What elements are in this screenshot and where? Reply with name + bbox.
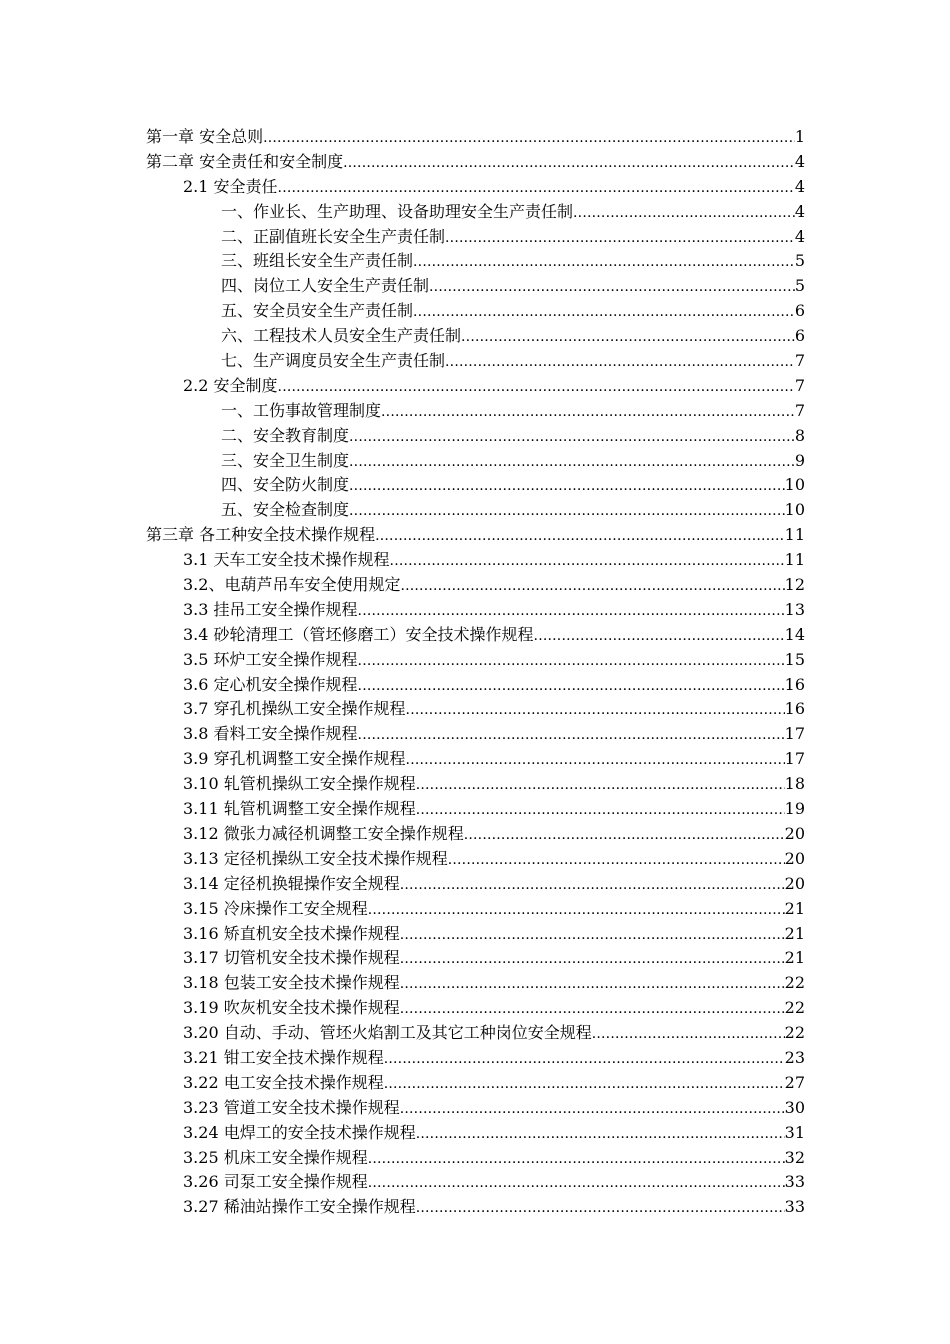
toc-dot-leader [413,250,795,275]
toc-entry-line [183,797,805,822]
toc-entry-line [183,175,805,200]
toc-entry[interactable] [0,872,950,897]
toc-entry-title: 3.13 定径机操纵工安全技术操作规程 [183,848,448,868]
toc-entry-title: 3.8 看料工安全操作规程 [183,724,358,744]
toc-entry-title: 3.25 机床工安全操作规程 [183,1147,368,1167]
toc-entry-page-number: 7 [794,400,805,420]
toc-entry[interactable] [0,449,950,474]
toc-dot-leader [400,873,785,898]
toc-entry-line [146,125,805,150]
toc-entry-page-number: 22 [784,1023,805,1043]
toc-entry[interactable] [0,946,950,971]
toc-dot-leader [461,325,795,350]
toc-entry[interactable] [0,374,950,399]
toc-entry-page-number: 9 [794,450,805,470]
toc-entry[interactable] [0,399,950,424]
toc-entry-page-number: 18 [784,774,805,794]
toc-entry-title: 3.15 冷床操作工安全规程 [183,898,368,918]
toc-entry-page-number: 6 [794,326,805,346]
toc-entry[interactable] [0,274,950,299]
toc-entry-line [221,399,805,424]
toc-entry[interactable] [0,722,950,747]
toc-dot-leader [375,524,785,549]
toc-entry-title: 3.4 砂轮清理工（管坯修磨工）安全技术操作规程 [183,624,534,644]
toc-entry-title: 3.3 挂吊工安全操作规程 [183,599,358,619]
toc-entry[interactable] [0,598,950,623]
toc-entry-page-number: 27 [784,1072,805,1092]
toc-entry-title: 3.10 轧管机操纵工安全操作规程 [183,774,416,794]
toc-entry-page-number: 5 [794,251,805,271]
toc-entry[interactable] [0,648,950,673]
toc-entry-page-number: 20 [784,873,805,893]
toc-entry[interactable] [0,1146,950,1171]
toc-dot-leader [384,1047,785,1072]
toc-entry[interactable] [0,623,950,648]
toc-entry-page-number: 23 [784,1047,805,1067]
toc-entry[interactable] [0,673,950,698]
toc-entry-title: 3.12 微张力减径机调整工安全操作规程 [183,823,464,843]
toc-entry[interactable] [0,473,950,498]
toc-entry-title: 六、工程技术人员安全生产责任制 [221,326,462,346]
toc-dot-leader [400,923,785,948]
toc-entry-line [183,897,805,922]
toc-entry[interactable] [0,922,950,947]
toc-entry[interactable] [0,897,950,922]
toc-dot-leader [400,997,785,1022]
toc-entry-title: 第二章 安全责任和安全制度 [146,151,344,171]
toc-entry-title: 3.5 环炉工安全操作规程 [183,649,358,669]
toc-dot-leader [400,947,785,972]
toc-dot-leader [416,798,785,823]
toc-entry-line [183,648,805,673]
toc-entry-line [183,946,805,971]
toc-entry-page-number: 33 [784,1197,805,1217]
toc-dot-leader [384,1072,785,1097]
toc-entry-line [183,996,805,1021]
toc-entry-line [221,349,805,374]
toc-entry[interactable] [0,797,950,822]
toc-dot-leader [534,624,785,649]
toc-entry-title: 二、安全教育制度 [221,425,350,445]
toc-entry-title: 3.9 穿孔机调整工安全操作规程 [183,749,406,769]
toc-dot-leader [448,848,785,873]
toc-dot-leader [349,499,785,524]
toc-dot-leader [592,1022,785,1047]
toc-entry[interactable] [0,125,950,150]
toc-entry[interactable] [0,424,950,449]
toc-entry-line [183,673,805,698]
toc-entry-title: 3.7 穿孔机操纵工安全操作规程 [183,699,406,719]
toc-entry-title: 3.22 电工安全技术操作规程 [183,1072,384,1092]
toc-entry-page-number: 17 [784,749,805,769]
toc-dot-leader [406,698,785,723]
toc-entry-title: 3.11 轧管机调整工安全操作规程 [183,799,416,819]
toc-dot-leader [573,201,795,226]
toc-entry-line [183,922,805,947]
toc-entry-line [183,772,805,797]
toc-dot-leader [358,674,785,699]
toc-entry-page-number: 31 [784,1122,805,1142]
toc-entry[interactable] [0,996,950,1021]
toc-entry-line [183,747,805,772]
toc-entry-page-number: 4 [794,226,805,246]
toc-entry-line [183,598,805,623]
toc-entry-line [221,449,805,474]
toc-entry-page-number: 20 [784,848,805,868]
toc-entry-page-number: 11 [784,550,805,570]
toc-entry-page-number: 11 [784,525,805,545]
toc-entry[interactable] [0,822,950,847]
toc-entry-line [183,971,805,996]
toc-entry-line [221,274,805,299]
toc-entry-page-number: 20 [784,823,805,843]
toc-entry-title: 3.16 矫直机安全技术操作规程 [183,923,400,943]
toc-entry-page-number: 14 [784,624,805,644]
toc-entry-line [183,1146,805,1171]
toc-dot-leader [278,375,795,400]
toc-entry-line [183,573,805,598]
toc-entry-title: 四、岗位工人安全生产责任制 [221,276,430,296]
toc-dot-leader [343,151,795,176]
toc-entry-line [183,1096,805,1121]
toc-entry-line [221,473,805,498]
toc-entry[interactable] [0,1096,950,1121]
toc-entry-title: 3.27 稀油站操作工安全操作规程 [183,1197,416,1217]
toc-dot-leader [263,126,795,151]
toc-entry-page-number: 17 [784,724,805,744]
toc-entry-page-number: 10 [784,500,805,520]
toc-entry[interactable] [0,1071,950,1096]
toc-entry-title: 3.20 自动、手动、管坯火焰割工及其它工种岗位安全规程 [183,1023,592,1043]
toc-entry[interactable] [0,772,950,797]
toc-dot-leader [400,1097,785,1122]
toc-entry[interactable] [0,225,950,250]
toc-entry[interactable] [0,1170,950,1195]
toc-entry[interactable] [0,1021,950,1046]
toc-entry-title: 一、工伤事故管理制度 [221,400,382,420]
toc-dot-leader [368,1171,785,1196]
toc-dot-leader [381,400,795,425]
toc-entry-page-number: 4 [794,151,805,171]
toc-entry-title: 三、班组长安全生产责任制 [221,251,414,271]
toc-entry-title: 2.1 安全责任 [183,176,278,196]
toc-entry-page-number: 4 [794,201,805,221]
toc-dot-leader [416,1122,785,1147]
toc-entry-line [221,200,805,225]
toc-dot-leader [413,300,795,325]
toc-entry-line [183,623,805,648]
toc-entry-title: 3.2、电葫芦吊车安全使用规定 [183,575,401,595]
toc-entry[interactable] [0,324,950,349]
toc-dot-leader [406,748,785,773]
toc-entry-line [183,374,805,399]
toc-entry[interactable] [0,1046,950,1071]
toc-entry-title: 第一章 安全总则 [146,127,264,146]
toc-entry-title: 五、安全员安全生产责任制 [221,301,414,321]
toc-entry-line [183,697,805,722]
toc-entry-line [183,1195,805,1220]
toc-dot-leader [278,176,795,201]
toc-entry[interactable] [0,847,950,872]
toc-dot-leader [445,226,795,251]
toc-entry[interactable] [0,299,950,324]
toc-dot-leader [464,823,785,848]
toc-entry-page-number: 21 [784,923,805,943]
toc-entry-line [146,150,805,175]
toc-entry-page-number: 1 [794,127,805,146]
toc-dot-leader [445,350,795,375]
toc-entry-page-number: 6 [794,301,805,321]
toc-entry-line [183,1046,805,1071]
toc-entry-title: 四、安全防火制度 [221,475,350,495]
toc-entry-title: 3.23 管道工安全技术操作规程 [183,1097,400,1117]
toc-entry-title: 3.6 定心机安全操作规程 [183,674,358,694]
toc-entry-title: 3.14 定径机换辊操作安全规程 [183,873,400,893]
toc-dot-leader [349,450,795,475]
toc-entry-line [183,1170,805,1195]
toc-entry-line [183,847,805,872]
toc-dot-leader [349,425,795,450]
table-of-contents [0,125,950,1220]
toc-entry-title: 3.17 切管机安全技术操作规程 [183,948,400,968]
toc-dot-leader [429,275,795,300]
toc-entry[interactable] [0,971,950,996]
toc-entry-page-number: 4 [794,176,805,196]
toc-entry-line [221,249,805,274]
toc-entry-page-number: 22 [784,998,805,1018]
toc-entry-title: 五、安全检查制度 [221,500,350,520]
toc-entry[interactable] [0,523,950,548]
toc-entry-page-number: 21 [784,898,805,918]
toc-entry[interactable] [0,498,950,523]
toc-entry-title: 3.19 吹灰机安全技术操作规程 [183,998,400,1018]
toc-entry[interactable] [0,548,950,573]
toc-dot-leader [368,1147,785,1172]
toc-dot-leader [358,723,785,748]
toc-dot-leader [416,773,785,798]
toc-entry-page-number: 19 [784,799,805,819]
toc-entry[interactable] [0,200,950,225]
toc-entry-line [221,324,805,349]
toc-entry[interactable] [0,1195,950,1220]
toc-entry-line [183,722,805,747]
toc-entry-line [221,498,805,523]
toc-dot-leader [358,649,785,674]
toc-entry-title: 3.1 天车工安全技术操作规程 [183,550,390,570]
toc-entry-page-number: 7 [794,375,805,395]
toc-entry-line [183,1071,805,1096]
toc-entry-title: 3.26 司泵工安全操作规程 [183,1172,368,1192]
toc-entry[interactable] [0,1121,950,1146]
toc-entry-title: 一、作业长、生产助理、设备助理安全生产责任制 [221,201,574,221]
toc-entry-title: 第三章 各工种安全技术操作规程 [146,525,376,545]
toc-entry-title: 3.18 包装工安全技术操作规程 [183,973,400,993]
toc-entry-title: 3.21 钳工安全技术操作规程 [183,1047,384,1067]
toc-entry-page-number: 32 [784,1147,805,1167]
toc-entry-line [183,872,805,897]
toc-entry-line [221,299,805,324]
toc-entry-page-number: 10 [784,475,805,495]
toc-entry-line [221,424,805,449]
toc-dot-leader [349,474,785,499]
toc-entry-line [183,1121,805,1146]
toc-dot-leader [358,599,785,624]
toc-entry-title: 七、生产调度员安全生产责任制 [221,351,446,371]
toc-entry-page-number: 16 [784,674,805,694]
toc-entry-page-number: 22 [784,973,805,993]
toc-entry[interactable] [0,573,950,598]
toc-entry[interactable] [0,150,950,175]
toc-entry-title: 2.2 安全制度 [183,375,278,395]
toc-entry-page-number: 15 [784,649,805,669]
toc-dot-leader [416,1196,785,1221]
toc-entry-page-number: 12 [784,575,805,595]
toc-entry-page-number: 5 [794,276,805,296]
toc-entry[interactable] [0,349,950,374]
toc-entry-title: 二、正副值班长安全生产责任制 [221,226,446,246]
toc-dot-leader [400,574,784,599]
toc-entry-page-number: 33 [784,1172,805,1192]
toc-entry[interactable] [0,175,950,200]
toc-entry-line [183,822,805,847]
toc-entry[interactable] [0,697,950,722]
toc-entry-page-number: 8 [794,425,805,445]
toc-entry-page-number: 21 [784,948,805,968]
toc-entry-line [183,1021,805,1046]
toc-entry-line [146,523,805,548]
toc-entry-page-number: 16 [784,699,805,719]
toc-entry-page-number: 13 [784,599,805,619]
toc-entry-page-number: 7 [794,351,805,371]
toc-entry-page-number: 30 [784,1097,805,1117]
toc-entry-line [183,548,805,573]
toc-dot-leader [368,898,785,923]
toc-dot-leader [390,549,785,574]
toc-dot-leader [400,972,785,997]
toc-entry[interactable] [0,249,950,274]
toc-entry-title: 三、安全卫生制度 [221,450,350,470]
toc-entry-line [221,225,805,250]
toc-entry-title: 3.24 电焊工的安全技术操作规程 [183,1122,416,1142]
toc-entry[interactable] [0,747,950,772]
